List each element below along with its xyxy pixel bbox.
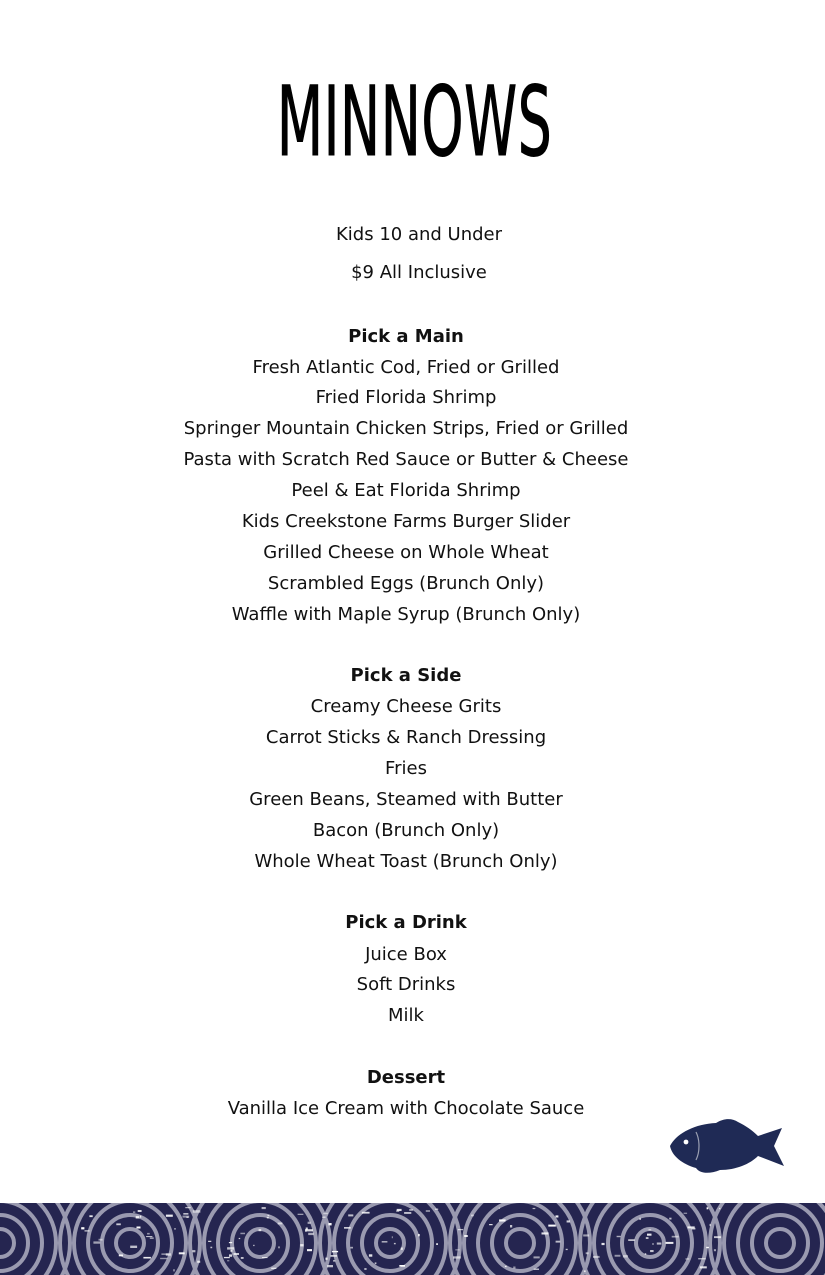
texture-speck (404, 1212, 411, 1214)
texture-speck (224, 1257, 230, 1258)
texture-speck (399, 1265, 405, 1267)
texture-speck (666, 1242, 674, 1244)
texture-speck (137, 1227, 141, 1229)
texture-speck (586, 1252, 589, 1254)
texture-speck (305, 1229, 313, 1231)
texture-speck (160, 1258, 167, 1259)
texture-speck (649, 1229, 652, 1230)
texture-speck (593, 1256, 600, 1258)
menu-item: Juice Box (365, 944, 447, 965)
texture-speck (685, 1258, 689, 1259)
texture-speck (489, 1224, 493, 1225)
texture-speck (458, 1229, 463, 1230)
texture-speck (300, 1244, 303, 1246)
texture-speck (210, 1247, 212, 1249)
texture-speck (332, 1251, 338, 1252)
menu-item: Vanilla Ice Cream with Chocolate Sauce (227, 1098, 585, 1119)
texture-speck (147, 1233, 150, 1235)
texture-speck (350, 1247, 353, 1249)
texture-speck (85, 1230, 90, 1232)
texture-speck (278, 1223, 283, 1225)
texture-speck (89, 1215, 92, 1217)
texture-speck (657, 1243, 662, 1245)
texture-speck (229, 1254, 232, 1256)
texture-speck (499, 1219, 506, 1221)
texture-speck (688, 1226, 695, 1228)
texture-speck (192, 1250, 195, 1252)
texture-speck (227, 1247, 234, 1249)
texture-speck (542, 1232, 549, 1234)
texture-speck (418, 1234, 420, 1236)
texture-speck (166, 1215, 173, 1217)
texture-speck (426, 1210, 430, 1211)
texture-speck (140, 1216, 141, 1218)
texture-speck (369, 1254, 372, 1256)
texture-speck (640, 1218, 641, 1220)
texture-speck (150, 1238, 154, 1239)
texture-speck (401, 1248, 403, 1250)
texture-speck (179, 1252, 185, 1254)
texture-speck (645, 1253, 646, 1255)
texture-speck (328, 1223, 331, 1225)
texture-speck (534, 1256, 540, 1258)
texture-speck (628, 1239, 635, 1241)
texture-speck (327, 1265, 333, 1267)
texture-speck (409, 1209, 413, 1210)
menu-item: Grilled Cheese on Whole Wheat (263, 542, 549, 563)
texture-speck (375, 1262, 377, 1264)
texture-speck (143, 1257, 151, 1259)
section-heading-dessert: Dessert (366, 1067, 446, 1088)
texture-speck (505, 1266, 507, 1267)
texture-speck (99, 1239, 103, 1241)
texture-speck (262, 1207, 266, 1209)
texture-speck (615, 1255, 621, 1257)
section-heading-drink: Pick a Drink (345, 912, 467, 933)
texture-speck (453, 1256, 461, 1258)
menu-item: Milk (388, 1005, 424, 1026)
texture-speck (556, 1215, 559, 1217)
menu-item: Waffle with Maple Syrup (Brunch Only) (231, 604, 581, 625)
texture-speck (93, 1241, 100, 1243)
texture-speck (706, 1247, 709, 1248)
texture-speck (510, 1225, 512, 1228)
menu-item: Bacon (Brunch Only) (312, 820, 500, 841)
texture-speck (567, 1220, 570, 1222)
texture-speck (455, 1249, 459, 1250)
texture-speck (394, 1243, 396, 1244)
texture-speck (464, 1235, 468, 1237)
texture-speck (230, 1250, 232, 1252)
texture-speck (308, 1233, 314, 1235)
texture-speck (271, 1268, 276, 1269)
fish-icon (666, 1116, 786, 1176)
texture-speck (556, 1241, 561, 1243)
texture-speck (227, 1260, 229, 1261)
texture-speck (166, 1253, 171, 1255)
menu-item: Kids Creekstone Farms Burger Slider (241, 511, 571, 532)
texture-speck (714, 1249, 716, 1251)
texture-speck (323, 1213, 328, 1214)
texture-speck (566, 1249, 568, 1250)
texture-speck (307, 1249, 312, 1251)
texture-speck (197, 1261, 200, 1263)
texture-speck (136, 1216, 140, 1218)
texture-speck (259, 1229, 262, 1231)
texture-speck (700, 1266, 707, 1268)
texture-speck (81, 1227, 84, 1229)
section-heading-side: Pick a Side (350, 665, 462, 686)
texture-speck (208, 1241, 211, 1242)
texture-speck (669, 1218, 671, 1220)
menu-item: Carrot Sticks & Ranch Dressing (265, 727, 547, 748)
texture-speck (183, 1216, 190, 1218)
texture-speck (119, 1255, 123, 1257)
menu-item: Fried Florida Shrimp (315, 387, 497, 408)
texture-speck (234, 1253, 239, 1255)
texture-speck (229, 1242, 232, 1243)
texture-speck (397, 1209, 402, 1211)
texture-speck (138, 1210, 142, 1212)
texture-speck (267, 1217, 269, 1218)
texture-speck (278, 1246, 279, 1248)
texture-speck (650, 1250, 654, 1252)
texture-speck (262, 1257, 268, 1258)
texture-speck (325, 1258, 327, 1260)
texture-speck (533, 1208, 536, 1209)
texture-speck (308, 1222, 311, 1224)
texture-speck (710, 1224, 711, 1226)
menu-item: Fries (385, 758, 427, 779)
texture-speck (116, 1223, 121, 1225)
texture-speck (672, 1236, 679, 1238)
texture-speck (333, 1260, 335, 1262)
texture-speck (714, 1236, 721, 1238)
menu-item: Scrambled Eggs (Brunch Only) (267, 573, 545, 594)
footer-wave-band (0, 1203, 825, 1275)
price-text: $9 All Inclusive (351, 262, 487, 283)
texture-speck (647, 1234, 652, 1236)
texture-speck (719, 1208, 720, 1209)
texture-speck (617, 1236, 621, 1237)
texture-speck (298, 1214, 304, 1215)
texture-speck (513, 1267, 515, 1269)
texture-speck (185, 1207, 190, 1208)
texture-speck (534, 1269, 539, 1271)
texture-speck (548, 1225, 556, 1227)
menu-title: MINNOWS (276, 66, 553, 178)
texture-speck (133, 1211, 135, 1213)
texture-speck (241, 1257, 244, 1259)
texture-speck (382, 1241, 388, 1242)
texture-speck (364, 1268, 366, 1270)
texture-speck (652, 1243, 654, 1244)
texture-speck (499, 1208, 500, 1209)
texture-speck (436, 1243, 438, 1245)
texture-speck (173, 1269, 175, 1271)
menu-item: Green Beans, Steamed with Butter (249, 789, 563, 810)
texture-speck (344, 1227, 351, 1229)
menu-item: Springer Mountain Chicken Strips, Fried or Grilled (183, 418, 629, 439)
texture-speck (174, 1228, 176, 1230)
texture-speck (239, 1238, 241, 1239)
texture-speck (268, 1215, 270, 1216)
texture-speck (362, 1212, 370, 1214)
texture-speck (240, 1233, 245, 1235)
texture-speck (684, 1213, 688, 1214)
texture-speck (331, 1255, 338, 1257)
menu-item: Pasta with Scratch Red Sauce or Butter & Cheese (183, 449, 629, 470)
texture-speck (193, 1210, 201, 1213)
texture-speck (707, 1207, 709, 1209)
texture-speck (698, 1258, 706, 1259)
menu-item: Whole Wheat Toast (Brunch Only) (254, 851, 558, 872)
texture-speck (146, 1236, 152, 1237)
texture-speck (435, 1209, 438, 1211)
texture-speck (646, 1237, 649, 1239)
texture-speck (253, 1245, 254, 1246)
menu-item: Fresh Atlantic Cod, Fried or Grilled (252, 357, 560, 378)
texture-speck (392, 1236, 393, 1238)
texture-speck (348, 1214, 353, 1216)
section-heading-main: Pick a Main (348, 326, 464, 347)
texture-speck (583, 1234, 589, 1236)
texture-speck (584, 1270, 586, 1272)
texture-speck (602, 1243, 605, 1245)
menu-item: Creamy Cheese Grits (310, 696, 502, 717)
menu-item: Peel & Eat Florida Shrimp (291, 480, 521, 501)
menu-item: Soft Drinks (356, 974, 456, 995)
texture-speck (130, 1246, 137, 1248)
texture-speck (183, 1213, 188, 1215)
texture-speck (623, 1255, 628, 1257)
texture-speck (322, 1217, 326, 1218)
texture-speck (471, 1215, 474, 1217)
audience-text: Kids 10 and Under (335, 224, 503, 245)
